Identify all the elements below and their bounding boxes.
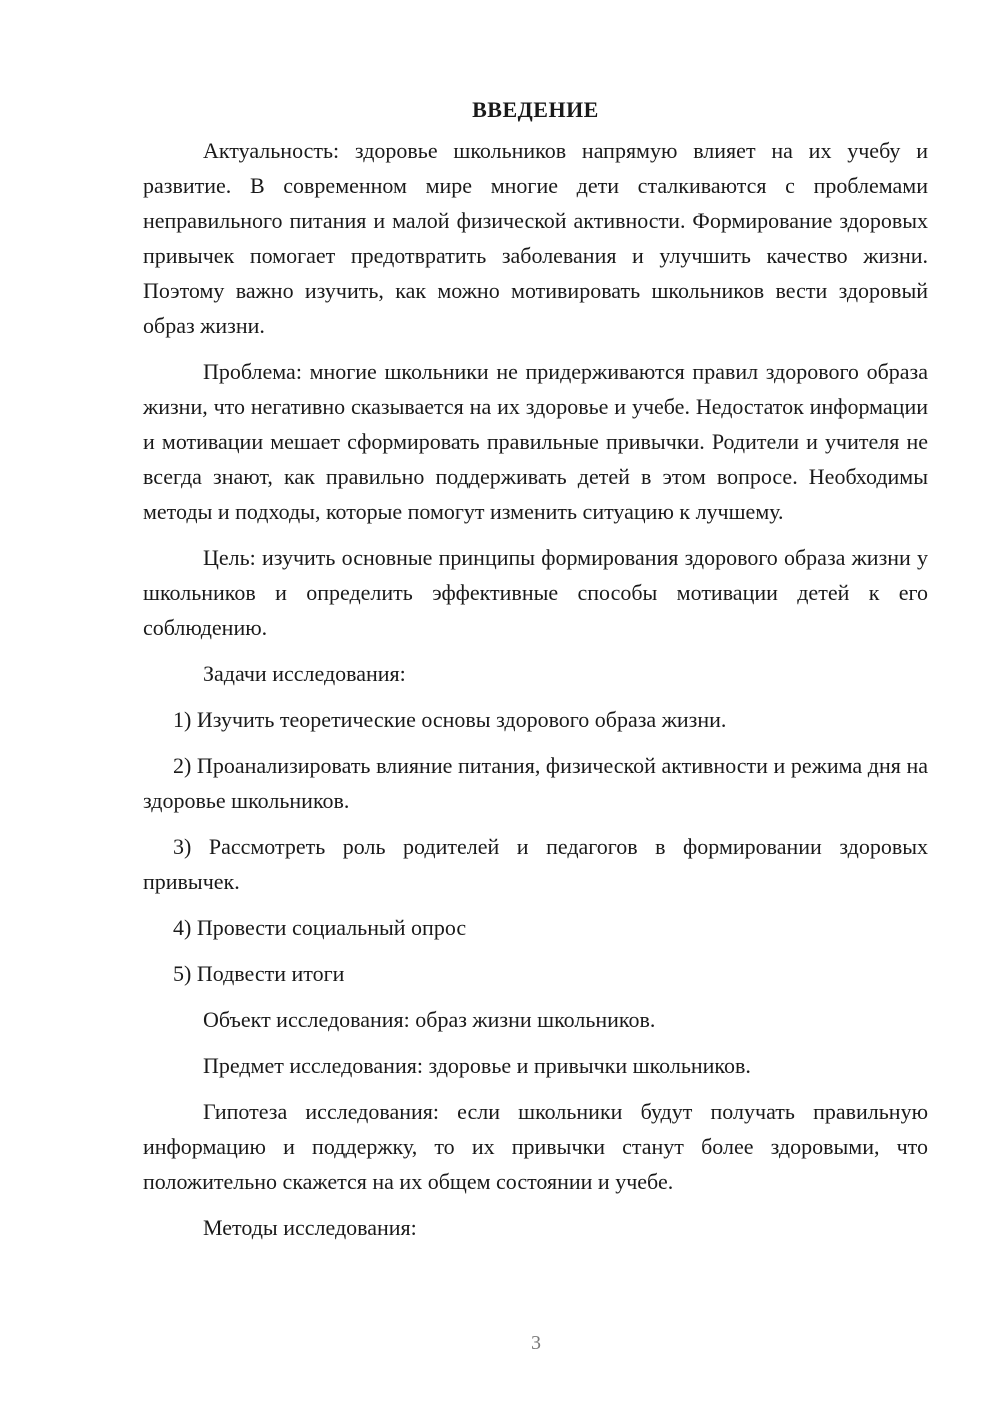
paragraph-tasks-heading: Задачи исследования:: [203, 661, 406, 686]
paragraph-methods: Методы исследования:: [203, 1215, 417, 1240]
paragraph-goal: Цель: изучить основные принципы формирования здорового образа жизни у школьников и определить эффективные способы мотивации детей к его соблюдению.: [143, 545, 928, 640]
paragraph-hypothesis: Гипотеза исследования: если школьники будут получать правильную информацию и поддержку, то их привычки станут более здоровыми, что положительно скажется на их общем состоянии и учебе.: [143, 1099, 928, 1194]
task-item-2: 2) Проанализировать влияние питания, физической активности и режима дня на здоровье школьников.: [143, 753, 928, 813]
paragraph-subject: Предмет исследования: здоровье и привычки школьников.: [203, 1053, 751, 1078]
paragraph-relevance: Актуальность: здоровье школьников напрямую влияет на их учебу и развитие. В современном мире многие дети сталкиваются с проблемами неправильного питания и малой физической активности. Формирование здоровых привычек помогает предотвратить заболевания и улучшить качество жизни. Поэтому важно изучить, как можно мотивировать школьников вести здоровый образ жизни.: [143, 138, 928, 338]
task-item-4: 4) Провести социальный опрос: [173, 915, 467, 940]
page-title: ВВЕДЕНИЕ: [472, 97, 599, 122]
task-item-5: 5) Подвести итоги: [173, 961, 345, 986]
page-number: 3: [531, 1332, 541, 1354]
page-content: [143, 93, 928, 1256]
task-item-1: 1) Изучить теоретические основы здорового образа жизни.: [173, 707, 727, 732]
paragraph-problem: Проблема: многие школьники не придерживаются правил здорового образа жизни, что негативно сказывается на их здоровье и учебе. Недостаток информации и мотивации мешает сформировать правильные привычки. Родители и учителя не всегда знают, как правильно поддерживать детей в этом вопросе. Необходимы методы и подходы, которые помогут изменить ситуацию к лучшему.: [143, 359, 928, 524]
paragraph-object: Объект исследования: образ жизни школьников.: [203, 1007, 656, 1032]
task-item-3: 3) Рассмотреть роль родителей и педагогов в формировании здоровых привычек.: [143, 834, 928, 894]
